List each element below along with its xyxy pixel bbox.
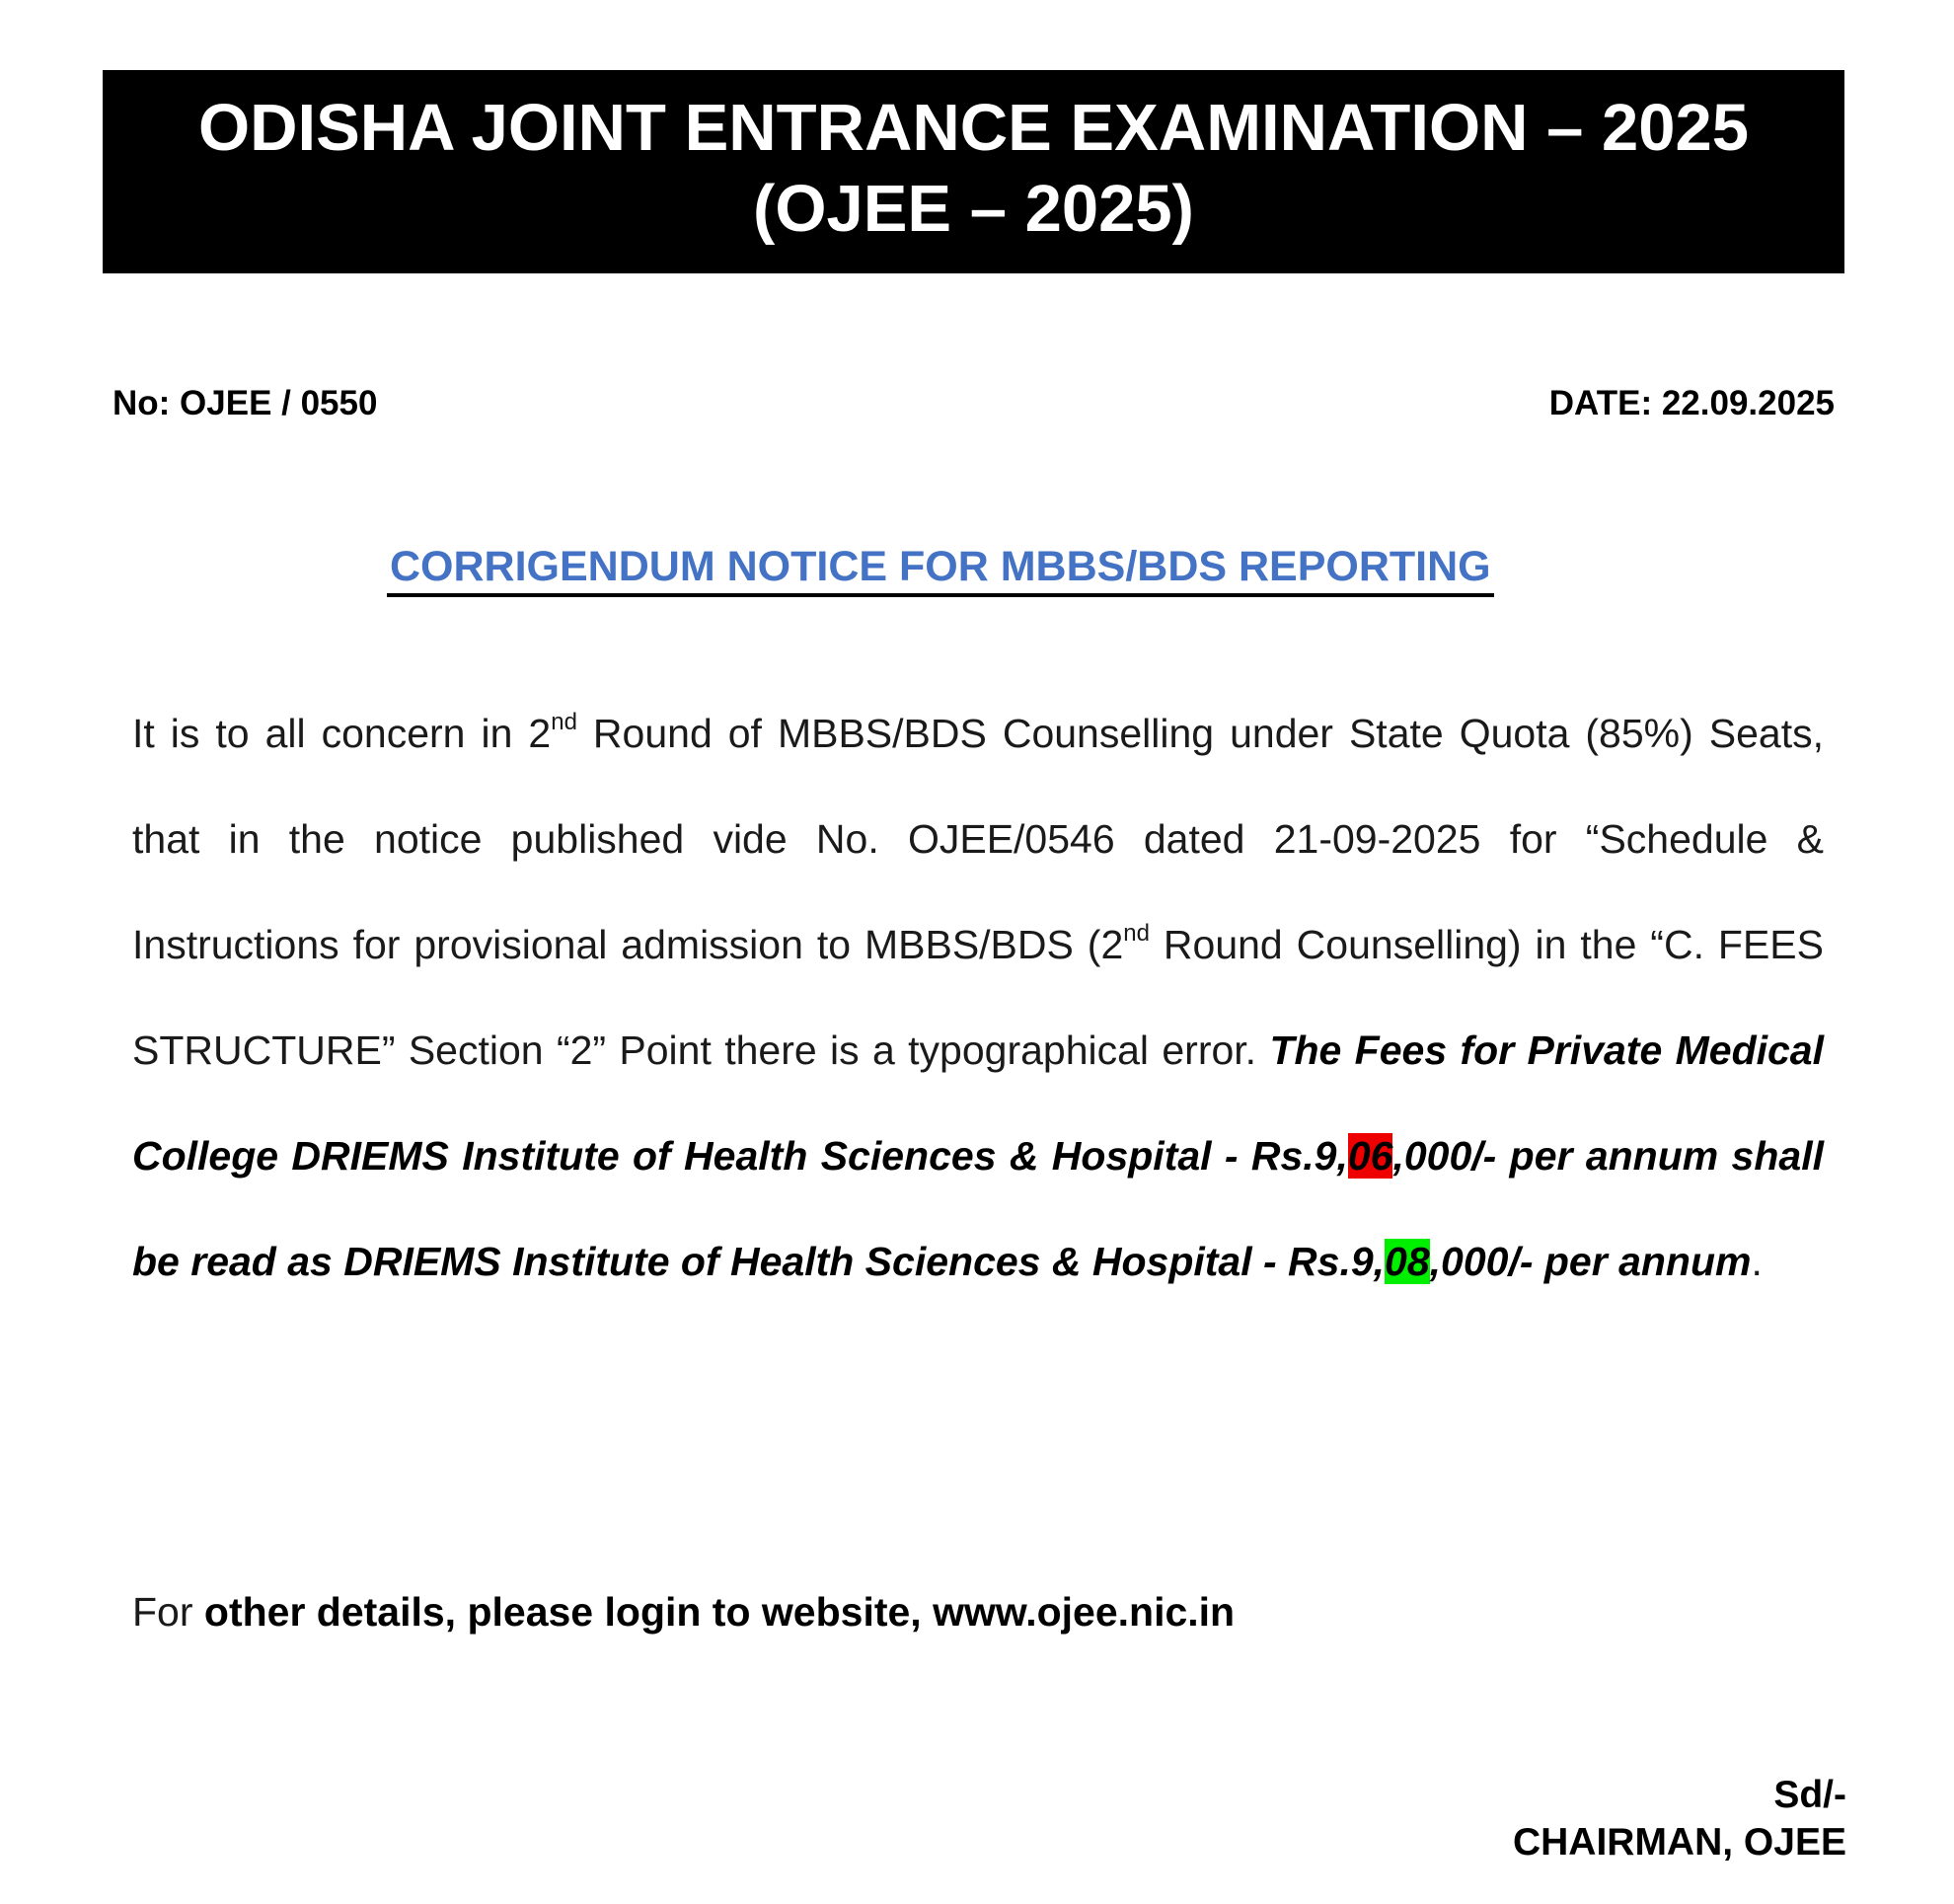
other-details-line [132, 1589, 1235, 1636]
body-text-2: Round of MBBS/BDS Counselling under State Quota (85%) Seats, that in the notice published vide No. OJEE/0546 dated 21-09-2025 for “Schedule & Instructions for provisional admission to MBBS/BDS (2 [132, 711, 1824, 967]
correction-text-a: The Fees for Private Medical College DRIEMS Institute of Health Sciences & Hospital - Rs.9, [132, 1028, 1824, 1179]
notice-date: DATE: 22.09.2025 [1548, 384, 1835, 422]
other-details-text: other details, please login to website, www.ojee.nic.in [203, 1589, 1236, 1635]
reference-number: No: OJEE / 0550 [113, 384, 378, 422]
correction-text-c: ,000/- per annum [1429, 1239, 1752, 1284]
ordinal-suffix-2: nd [1123, 920, 1150, 947]
body-text-3: Round Counselling) in the “C. FEES STRUCTURE” Section “2” Point there is a typographical error. [132, 922, 1824, 1073]
notice-body [132, 681, 1824, 1315]
notice-header [103, 70, 1844, 273]
wrong-fee-digits: 06 [1347, 1133, 1393, 1179]
correction-text-b: ,000/- per annum shall be read as DRIEMS Institute of Health Sciences & Hospital - Rs.9, [132, 1133, 1824, 1284]
header-subtitle: (OJEE – 2025) [753, 172, 1194, 246]
correct-fee-digits: 08 [1385, 1239, 1430, 1284]
header-title: ODISHA JOINT ENTRANCE EXAMINATION – 2025 [197, 91, 1750, 165]
notice-subject: CORRIGENDUM NOTICE FOR MBBS/BDS REPORTING [387, 543, 1494, 597]
signatory-title: CHAIRMAN, OJEE [1512, 1821, 1846, 1864]
signature-block [1513, 1772, 1846, 1866]
signature-sd: Sd/- [1773, 1774, 1846, 1816]
body-end: . [1751, 1239, 1763, 1284]
other-details-prefix: For [132, 1589, 204, 1635]
body-text-1: It is to all concern in 2 [132, 711, 552, 756]
ordinal-suffix-1: nd [551, 709, 577, 735]
